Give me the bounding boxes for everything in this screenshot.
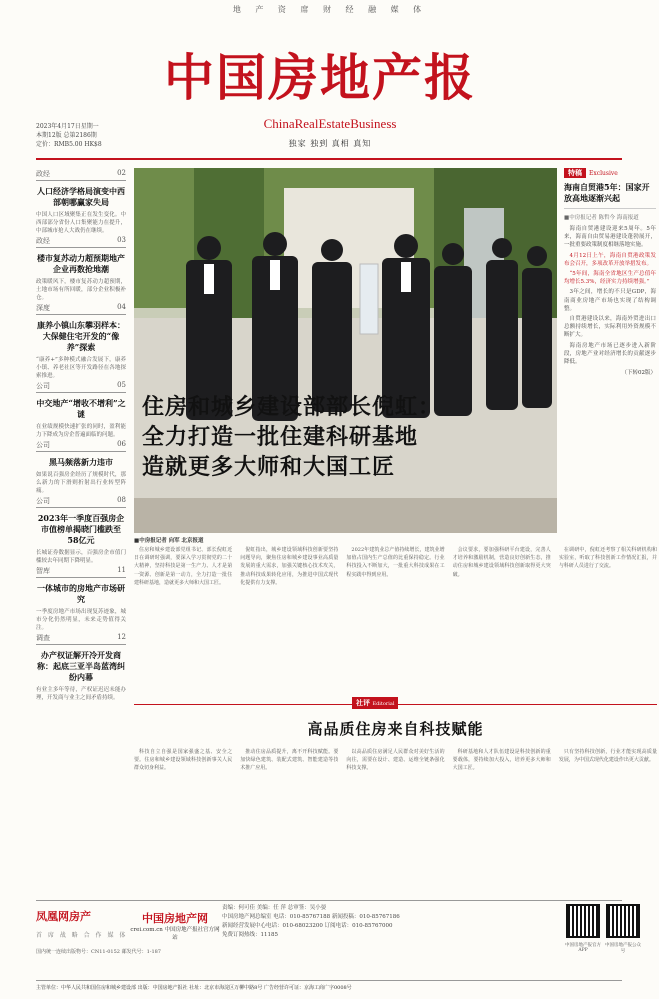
continued-link[interactable]: （下转02版） [621,370,656,377]
website-logo[interactable]: 中国房地产网 [142,912,208,925]
index-section: 公司 08 [36,495,126,508]
index-summary: 长城证券数据显示，百强房企市值门槛较去年同期下降明显。 [36,550,126,564]
index-section: 公司 06 [36,439,126,452]
index-item[interactable] [36,439,126,495]
lead-headline-line: 全力打造一批住建科研基地 [142,424,419,450]
issue-number: 本期12版 总第2186期 [36,132,97,139]
feature-paragraph: 3年之间，增长的不只是GDP，海南商业房地产市场也实现了结构调整。 [564,289,656,312]
feature-headline[interactable]: 海南自贸港5年：国家开放高地逐渐兴起 [564,182,656,209]
index-item[interactable] [36,235,126,302]
right-feature-column [564,168,656,376]
article-column: 住房和城乡建设部党组书记、部长倪虹近日在调研时强调，要深入学习贯彻党的二十大精神，坚持科技是第一生产力、人才是第一资源、创新是第一动力，全力打造一批住建科研基地，造就更多大师和大国工匠。 [134,547,233,586]
index-headline[interactable]: 中交地产“增收不增利”之谜 [36,398,126,419]
feature-paragraph: 4月12日上午，海南自贸港政策发布会召开，多项改革开放举措发布。 [564,252,656,267]
feature-paragraph: 自贸港建设以来，海南外贸进出口总额持续增长，实际利用外资规模不断扩大。 [564,316,656,339]
publication-number: 国内统一连续出版物号：CN11-0152 邮发代号：1-187 [36,949,161,955]
app-qr-code[interactable] [566,904,600,938]
editorial-columns [134,748,657,893]
footer-contact-info: 责编：何可佳 美编：任 萍 总审签：吴小晏 中国房地产网总编室 电话：010-85767188 新闻投稿：010-85767186 新闻经营发展中心电话：010-68023200 订阅电话：010-85767000 免费订阅热线：11185 [222,905,400,938]
index-item[interactable] [36,168,126,235]
index-section: 调查 12 [36,632,126,645]
feature-paragraph: 海南自贸港建设迎来5周年。5年来，海南自由贸易港建设蓬勃展开，一批重要政策制度相继落地实施。 [564,226,656,249]
index-headline[interactable]: 康养小镇山东攀羽样本：大保健住宅开发的“像养”探索 [37,320,125,352]
publisher-info: 主管单位：中华人民共和国住房和城乡建设部 出版：中国房地产报社 社址：北京市海淀区万柳中路8号 广告经营许可证：京海工商广字0008号 [36,980,622,991]
issue-price: 定价：RMB5.00 HK$8 [36,141,102,148]
editorial-column: 科研基地和人才队伍建设是科技创新的重要载体，要持续加大投入，培养更多大师和大国工匠。 [452,749,551,772]
editorial-column: 推动住房品质提升，离不开科技赋能。要加快绿色建筑、装配式建筑、智能建造等技术推广应用。 [240,749,339,772]
index-summary: 有业主多年等待，产权证迟迟未能办理，开发商与业主之间矛盾持续。 [36,687,126,701]
index-item[interactable] [36,632,126,702]
lead-headline-line: 造就更多大师和大国工匠 [142,454,396,480]
lead-headline[interactable] [134,392,557,482]
issue-date: 2023年4月17日星期一 [36,123,99,130]
article-column: 倪虹指出，城乡建设领域科技创新要坚持问题导向，聚焦住房和城乡建设事业高质量发展的重大需求，加强关键核心技术攻关，推动科技成果转化应用，为推进中国式现代化提供有力支撑。 [240,547,339,586]
feature-byline: ■中房报记者 陈哲今 海南报道 [564,215,639,221]
masthead-title: 中国房地产报 [164,48,476,107]
index-headline[interactable]: 人口经济学格局演变中西部朝哪赢家失局 [37,186,125,207]
editorial-column: 以高品质住房满足人民群众对美好生活的向往，需要在设计、建造、运维全链条强化科技支撑。 [346,749,445,772]
index-item[interactable] [36,565,126,632]
index-summary: 政策暖风下，楼市复苏动力超预期，土地市场有所回暖，部分企业积极补仓。 [36,279,126,301]
article-column: 会议要求，要加强科研平台建设，完善人才培养和激励机制，营造良好创新生态，推动住房和城乡建设领域科技创新取得更大突破。 [452,547,551,578]
index-section: 政经 03 [36,235,126,248]
masthead-english: ChinaRealEstateBusiness [263,116,397,131]
editorial-tag: 社评 Editorial [352,697,398,709]
index-headline[interactable]: 办产权证解开冷开发商称：起底三亚半岛蓝湾纠纷内幕 [37,650,125,682]
index-section: 政经 02 [36,168,126,181]
feature-paragraph: “5年间，海南全省地区生产总值年均增长5.3%，经济实力持续增强。” [564,271,656,286]
index-item[interactable] [36,302,126,380]
index-summary: 如果说百强房企经历了规模时代，那么新力的下滑则折射出行业转型阵痛。 [36,472,126,494]
feature-paragraph: 海南房地产市场已逐步进入新阶段，房地产业对经济增长的贡献逐步降低。 [564,342,656,366]
index-item[interactable] [36,495,126,565]
app-qr-caption: 中国房地产报官方APP [565,943,601,953]
editorial-headline[interactable]: 高品质住房来自科技赋能 [307,720,484,738]
masthead-rule [36,158,622,160]
lead-article-columns [134,546,657,698]
editorial-column: 科技自立自强是国家强盛之基、安全之要。住房和城乡建设领域科技创新事关人民群众切身利益。 [134,749,233,772]
masthead-slogan: 独家 独到 真相 真知 [288,139,372,148]
index-summary: 一季度房地产市场出现复苏迹象，城市分化仍然明显，未来走势值得关注。 [36,609,126,631]
website-url[interactable]: crei.com.cn 中国房地产报社官方网站 [130,927,220,941]
article-column: 在调研中，倪虹还考察了相关科研机构和实验室，听取了科技创新工作情况汇报，并与科研人员进行了交流。 [558,547,658,570]
index-headline[interactable]: 黑马频落新力违市 [49,457,113,467]
index-headline[interactable]: 2023年一季度百强房企市值榜单揭晓门槛跌至58亿元 [37,513,125,545]
index-headline[interactable]: 楼市复苏动力超预期地产企业再数抢地潮 [37,253,125,274]
left-index-column [36,168,126,702]
partner-logo[interactable]: 凤凰网房产 [36,910,91,923]
index-summary: 在业绩规模快速扩张的同时，盈利能力下降成为房企普遍面临的问题。 [36,424,126,438]
index-summary: 中国人口区域聚集正在发生变化。中西部部分省份人口集聚能力在提升，中部城市抢人大战仍在继续。 [36,212,126,234]
index-section: 深度 04 [36,302,126,315]
partner-slogan: 首 席 战 略 合 作 媒 体 [36,932,128,939]
wechat-qr-code[interactable] [606,904,640,938]
editorial-column: 只有坚持科技创新，行业才能实现高质量发展，为中国式现代化建设作出更大贡献。 [558,749,658,764]
footer-rule [36,900,622,901]
masthead-tagline: 地 产 资 席 财 经 融 媒 体 [232,5,428,14]
lead-byline: ■中房报记者 向军 北京报道 [134,538,204,544]
wechat-qr-caption: 中国房地产报公众号 [605,943,641,954]
index-section: 智库 11 [36,565,126,578]
article-column: 2022年建筑业总产值持续增长，建筑业增加值占国内生产总值的比重保持稳定。行业科技投入不断加大，一批重大科技成果在工程实践中得到应用。 [346,547,445,578]
index-section: 公司 05 [36,380,126,393]
index-item[interactable] [36,380,126,439]
index-headline[interactable]: 一体城市的房地产市场研究 [37,583,125,604]
index-summary: “康养+”多种模式融合发展下，康养小镇、养老社区等开发路径在各地探索推进。 [36,357,126,379]
issue-info [36,122,156,149]
lead-headline-line: 住房和城乡建设部部长倪虹： [142,394,442,420]
feature-tag: 特稿 Exclusive [564,168,656,178]
